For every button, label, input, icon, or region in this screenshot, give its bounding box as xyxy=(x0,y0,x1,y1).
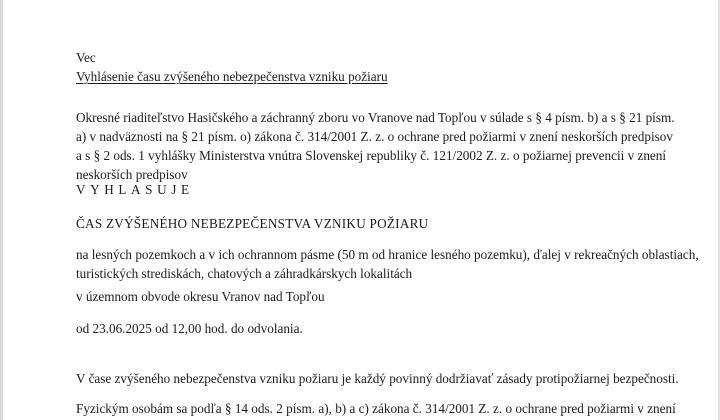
intro-line: Okresné riaditeľstvo Hasičského a záchranný zboru vo Vranove nad Topľou v súlade s § 4 písm. b) a s § 21 písm. xyxy=(76,110,675,125)
area-paragraph xyxy=(76,245,699,283)
territory-text: v územnom obvode okresu Vranov nad Topľou xyxy=(76,289,325,304)
declaration-heading: VYHLASUJE xyxy=(76,182,194,197)
intro-line: a s § 2 ods. 1 vyhlášky Ministerstva vnútra Slovenskej republiky č. 121/2002 Z. z. o požiarnej prevencii v znení xyxy=(76,148,667,163)
declaration-title: ČAS ZVÝŠENÉHO NEBEZPEČENSTVA VZNIKU POŽIARU xyxy=(76,216,429,231)
intro-paragraph xyxy=(76,108,676,184)
duty-text: V čase zvýšeného nebezpečenstva vzniku požiaru je každý povinný dodržiavať zásady protipožiarnej bezpečnosti. xyxy=(76,371,679,386)
subject-label: Vec xyxy=(76,50,96,65)
area-line: turistických strediskách, chatových a záhradkárskych lokalitách xyxy=(76,266,413,281)
natural-persons-text: Fyzickým osobám sa podľa § 14 ods. 2 písm. a), b) a c) zákona č. 314/2001 Z. z. o ochrane pred požiarmi v znení xyxy=(76,401,676,416)
intro-line: a) v nadväznosti na § 21 písm. o) zákona č. 314/2001 Z. z. o ochrane pred požiarmi v znení neskorších predpisov xyxy=(76,129,673,144)
intro-line: neskorších predpisov xyxy=(76,167,188,182)
area-line: na lesných pozemkoch a v ich ochrannom pásme (50 m od hranice lesného pozemku), ďalej v rekreačných oblastiach, xyxy=(76,247,699,262)
scan-left-edge xyxy=(0,0,3,420)
validity-text: od 23.06.2025 od 12,00 hod. do odvolania. xyxy=(76,321,303,336)
subject-title: Vyhlásenie času zvýšeného nebezpečenstva vzniku požiaru xyxy=(76,69,388,84)
